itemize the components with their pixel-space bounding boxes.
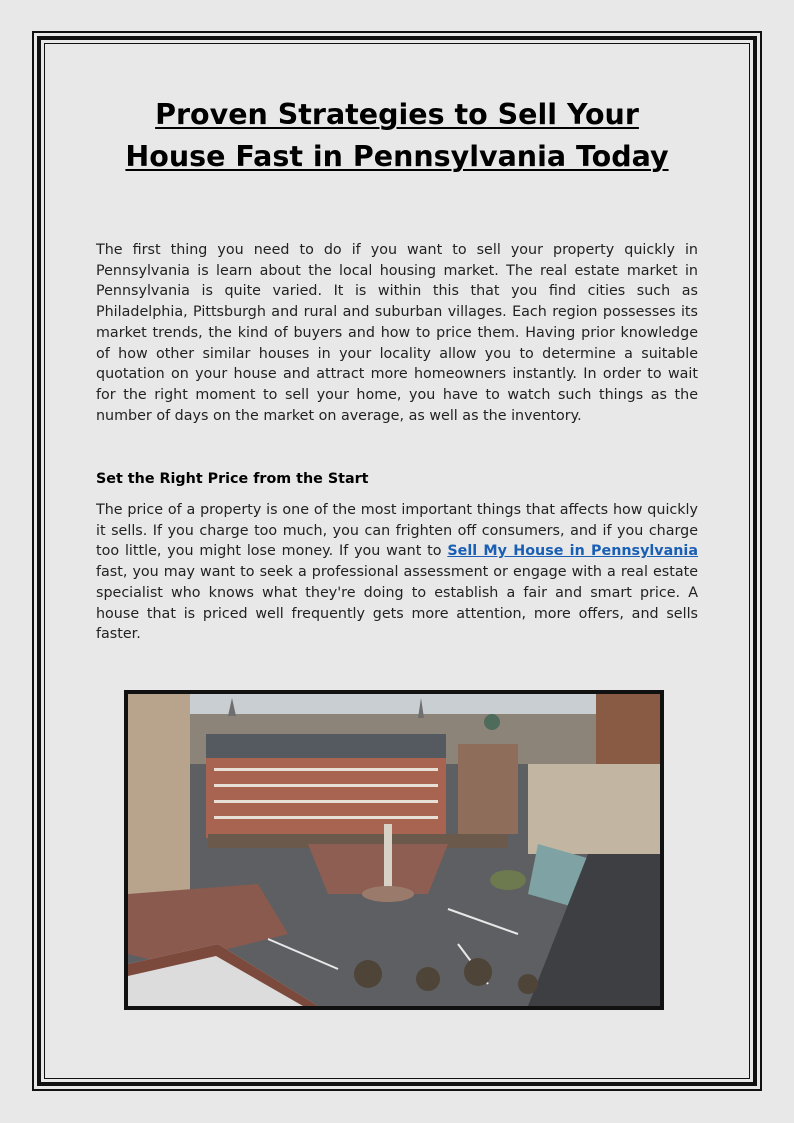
title-line-2: House Fast in Pennsylvania Today: [125, 140, 669, 173]
section-heading: Set the Right Price from the Start: [96, 471, 369, 487]
right-building: [528, 764, 660, 854]
corner-building: [458, 744, 518, 834]
page-title: [96, 94, 698, 178]
pricing-text-before-link: The price of a property is one of the most important things that affects how quickly it sells. If you charge too much, you can frighten off consumers, and if you charge too little, you might lose money. If you want to: [96, 502, 698, 560]
monument-column: [384, 824, 392, 894]
left-building: [128, 694, 190, 894]
planter: [490, 870, 526, 890]
title-line-1: Proven Strategies to Sell Your: [155, 98, 639, 131]
brick-plaza-center: [308, 844, 448, 894]
distant-dome: [484, 714, 500, 730]
sell-my-house-link[interactable]: Sell My House in Pennsylvania: [447, 543, 698, 560]
aerial-photo-illustration: [128, 694, 660, 1006]
pricing-text-after-link: fast, you may want to seek a professional assessment or engage with a real estate specialist who knows what they're doing to establish a fair and smart price. A house that is priced well frequently gets more attention, more offers, and sells faster.: [96, 564, 698, 643]
monument-base: [362, 886, 414, 902]
hotel-roof: [206, 734, 446, 758]
intro-paragraph: The first thing you need to do if you want to sell your property quickly in Pennsylvania is learn about the local housing market. The real estate market in Pennsylvania is quite varied. It is within this that you find cities such as Philadelphia, Pittsburgh and rural and suburban villages. Each region possesses its market trends, the kind of buyers and how to price them. Having prior knowledge of how other similar houses in your locality allow you to determine a suitable quotation on your house and attract more homeowners instantly. In order to wait for the right moment to sell your home, you have to watch such things as the number of days on the market on average, as well as the inventory.: [96, 242, 698, 424]
pricing-paragraph: [96, 500, 698, 645]
town-square-aerial-photo: [124, 690, 664, 1010]
